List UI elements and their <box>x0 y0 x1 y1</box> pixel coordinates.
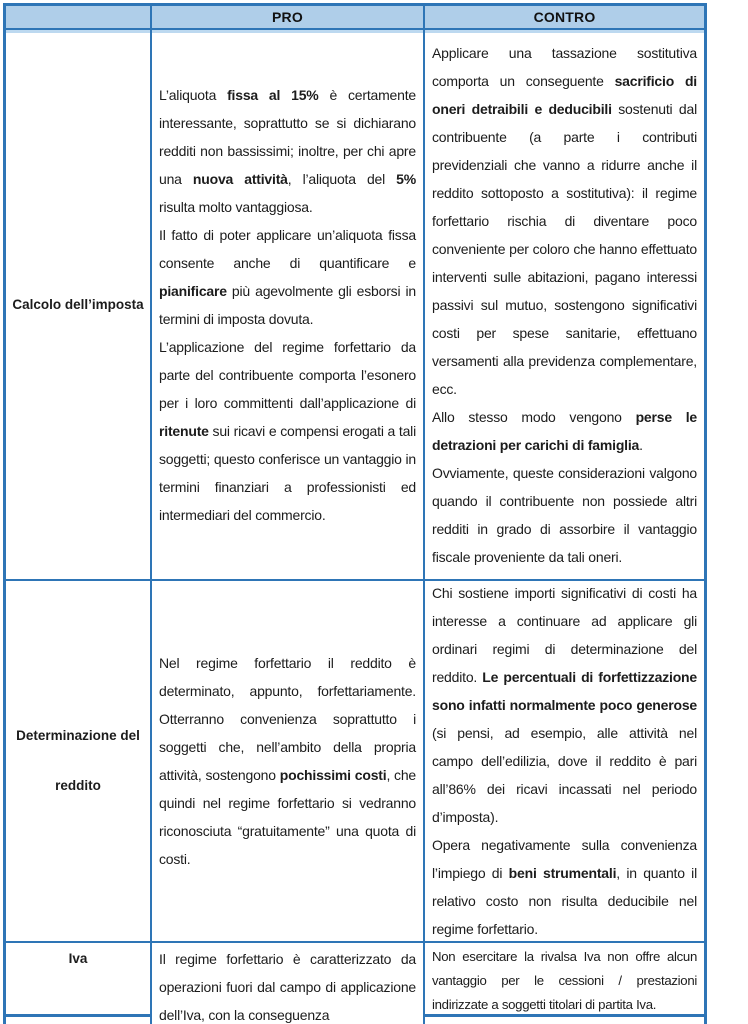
pro-contro-table <box>3 3 707 1024</box>
cell-contro-iva <box>425 943 704 1024</box>
row-label-text: Determinazione del reddito <box>16 728 140 793</box>
header-contro-label: CONTRO <box>533 9 596 25</box>
cell-contro-calcolo-imposta: Applicare una tassazione sostitutiva comporta un conseguente sacrificio di oneri detraibili e deducibili sostenuti dal contribuente (a parte i contributi previdenziali che vanno a ridurre anche il reddito sottoposto a sostitutiva): il regime forfettario rischia di diventare poco conveniente per coloro che hanno effettuato interventi sulle abitazioni, pagano interessi passivi sul mutuo, sostengono significativi costi per spese sanitarie, effettuano versamenti alla previdenza complementare, ecc. Allo stesso modo vengono perse le detrazioni per carichi di famiglia. Ovviamente, queste considerazioni valgono quando il contribuente non possiede altri redditi in grado di assorbire il vantaggio fiscale proveniente da tali oneri. <box>425 30 704 581</box>
row-label-calcolo-imposta <box>6 30 152 581</box>
header-pro-label: PRO <box>272 9 303 25</box>
row-label-text: Iva <box>68 951 88 966</box>
header-empty-cell <box>6 6 152 30</box>
cell-contro-iva-cap: Non esercitare la rivalsa Iva non offre alcun vantaggio per le cessioni / prestazioni indirizzate a soggetti titolari di partita Iva. <box>425 943 704 1017</box>
row-label-iva <box>6 943 152 1024</box>
row-label-text: Calcolo dell’imposta <box>12 296 144 312</box>
cell-contro-determinazione-reddito: Chi sostiene importi significativi di costi ha interesse a continuare ad applicare gli ordinari regimi di determinazione del reddito. Le percentuali di forfettizzazione sono infatti normalmente poco generose (si pensi, ad esempio, alle attività nel campo dell’edilizia, dove il reddito è pari all’86% dei ricavi incassati nel periodo d’imposta). Opera negativamente sulla convenienza l’impiego di beni strumentali, in quanto il relativo costo non risulta deducibile nel regime forfettario. <box>425 581 704 943</box>
header-contro <box>425 6 704 30</box>
row-label-determinazione-reddito <box>6 581 152 943</box>
row-label-iva-cap <box>6 943 150 1017</box>
cell-pro-determinazione-reddito: Nel regime forfettario il reddito è determinato, appunto, forfettariamente. Otterranno convenienza soprattutto i soggetti che, nell’ambito della propria attività, sostengono pochissimi costi, che quindi nel regime forfettario si vedranno riconosciuta “gratuitamente” una quota di costi. <box>152 581 425 943</box>
cell-pro-calcolo-imposta: L’aliquota fissa al 15% è certamente interessante, soprattutto se si dichiarano redditi non bassissimi; inoltre, per chi apre una nuova attività, l’aliquota del 5% risulta molto vantaggiosa. Il fatto di poter applicare un’aliquota fissa consente anche di quantificare e pianificare più agevolmente gli esborsi in termini di imposta dovuta. L’applicazione del regime forfettario da parte del contribuente comporta l’esonero per i loro committenti dall’applicazione di ritenute sui ricavi e compensi erogati a tali soggetti; questo conferisce un vantaggio in termini finanziari a professionisti ed intermediari del commercio. <box>152 30 425 581</box>
header-pro <box>152 6 425 30</box>
cell-pro-iva: Il regime forfettario è caratterizzato da operazioni fuori dal campo di applicazione dell’Iva, con la conseguenza <box>152 943 425 1024</box>
